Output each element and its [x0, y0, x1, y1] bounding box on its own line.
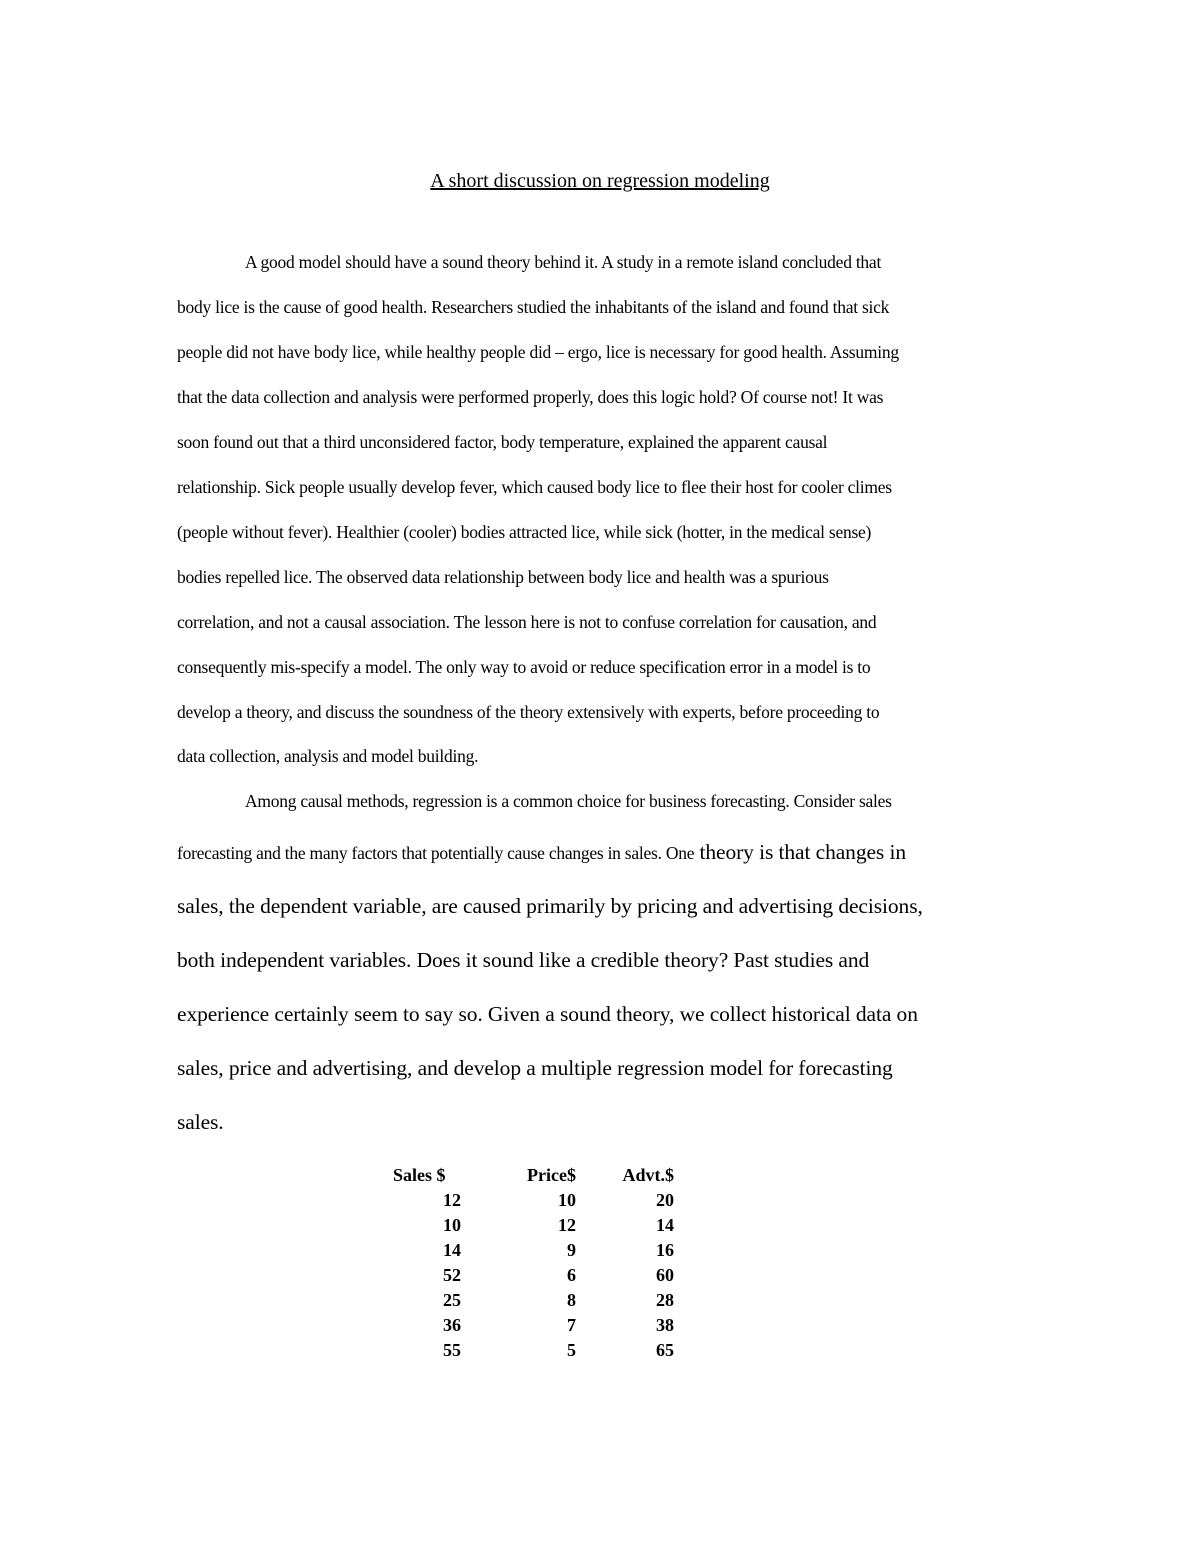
- cell-advertising: 60: [656, 1265, 674, 1285]
- cell-sales: 36: [443, 1315, 461, 1335]
- paragraph-2-line-2-large: theory is that changes in: [694, 840, 906, 864]
- table-row: [393, 1188, 674, 1213]
- paragraph-2-line-4: both independent variables. Does it sound like a credible theory? Past studies and: [177, 948, 870, 972]
- paragraph-1-line-2: body lice is the cause of good health. Researchers studied the inhabitants of the island and found that sick: [177, 297, 890, 317]
- table-header-row: [393, 1163, 674, 1188]
- paragraph-2-line-2-small: forecasting and the many factors that potentially cause changes in sales. One: [177, 843, 695, 863]
- cell-sales: 14: [443, 1240, 461, 1260]
- table-row: [393, 1213, 674, 1238]
- paragraph-2-line-2: [177, 841, 906, 864]
- cell-sales: 25: [443, 1290, 461, 1310]
- cell-sales: 55: [443, 1340, 461, 1360]
- table-row: [393, 1238, 674, 1263]
- cell-price: 10: [558, 1190, 576, 1210]
- header-advertising: Advt.$: [622, 1165, 674, 1185]
- paragraph-1-line-11: develop a theory, and discuss the soundness of the theory extensively with experts, before proceeding to: [177, 702, 880, 722]
- cell-advertising: 14: [656, 1215, 674, 1235]
- cell-sales: 12: [443, 1190, 461, 1210]
- cell-price: 12: [558, 1215, 576, 1235]
- cell-price: 6: [567, 1265, 576, 1285]
- cell-advertising: 28: [656, 1290, 674, 1310]
- table-row: [393, 1263, 674, 1288]
- paragraph-1-line-4: that the data collection and analysis were performed properly, does this logic hold? Of course not! It was: [177, 387, 884, 407]
- table-row: [393, 1313, 674, 1338]
- cell-sales: 10: [443, 1215, 461, 1235]
- paragraph-1-line-10: consequently mis-specify a model. The only way to avoid or reduce specification error in a model is to: [177, 657, 871, 677]
- sales-data-table: [393, 1163, 674, 1363]
- cell-price: 5: [567, 1340, 576, 1360]
- paragraph-2-line-3: sales, the dependent variable, are caused primarily by pricing and advertising decisions,: [177, 894, 923, 918]
- paragraph-1-line-12: data collection, analysis and model building.: [177, 746, 479, 766]
- paragraph-2-line-6: sales, price and advertising, and develop a multiple regression model for forecasting: [177, 1056, 893, 1080]
- cell-sales: 52: [443, 1265, 461, 1285]
- cell-advertising: 38: [656, 1315, 674, 1335]
- header-price: Price$: [527, 1165, 576, 1185]
- document-title-text: A short discussion on regression modeling: [430, 170, 770, 192]
- paragraph-2-line-1: Among causal methods, regression is a common choice for business forecasting. Consider sales: [245, 791, 892, 811]
- paragraph-1-line-1: A good model should have a sound theory behind it. A study in a remote island concluded that: [245, 252, 882, 272]
- cell-price: 7: [567, 1315, 576, 1335]
- cell-price: 9: [567, 1240, 576, 1260]
- paragraph-1-line-5: soon found out that a third unconsidered factor, body temperature, explained the apparent causal: [177, 432, 828, 452]
- header-sales: Sales $: [393, 1165, 446, 1185]
- cell-advertising: 65: [656, 1340, 674, 1360]
- paragraph-1-line-9: correlation, and not a causal association. The lesson here is not to confuse correlation for causation, and: [177, 612, 877, 632]
- paragraph-1-line-7: (people without fever). Healthier (cooler) bodies attracted lice, while sick (hotter, in the medical sense): [177, 522, 872, 542]
- paragraph-2-line-5: experience certainly seem to say so. Given a sound theory, we collect historical data on: [177, 1002, 918, 1026]
- table-row: [393, 1338, 674, 1363]
- paragraph-1-line-3: people did not have body lice, while healthy people did – ergo, lice is necessary for good health. Assuming: [177, 342, 899, 362]
- document-title: [0, 170, 1200, 193]
- paragraph-1-line-6: relationship. Sick people usually develop fever, which caused body lice to flee their host for cooler climes: [177, 477, 892, 497]
- paragraph-1-line-8: bodies repelled lice. The observed data relationship between body lice and health was a spurious: [177, 567, 829, 587]
- paragraph-2-line-7: sales.: [177, 1110, 224, 1134]
- table-row: [393, 1288, 674, 1313]
- cell-advertising: 20: [656, 1190, 674, 1210]
- cell-price: 8: [567, 1290, 576, 1310]
- cell-advertising: 16: [656, 1240, 674, 1260]
